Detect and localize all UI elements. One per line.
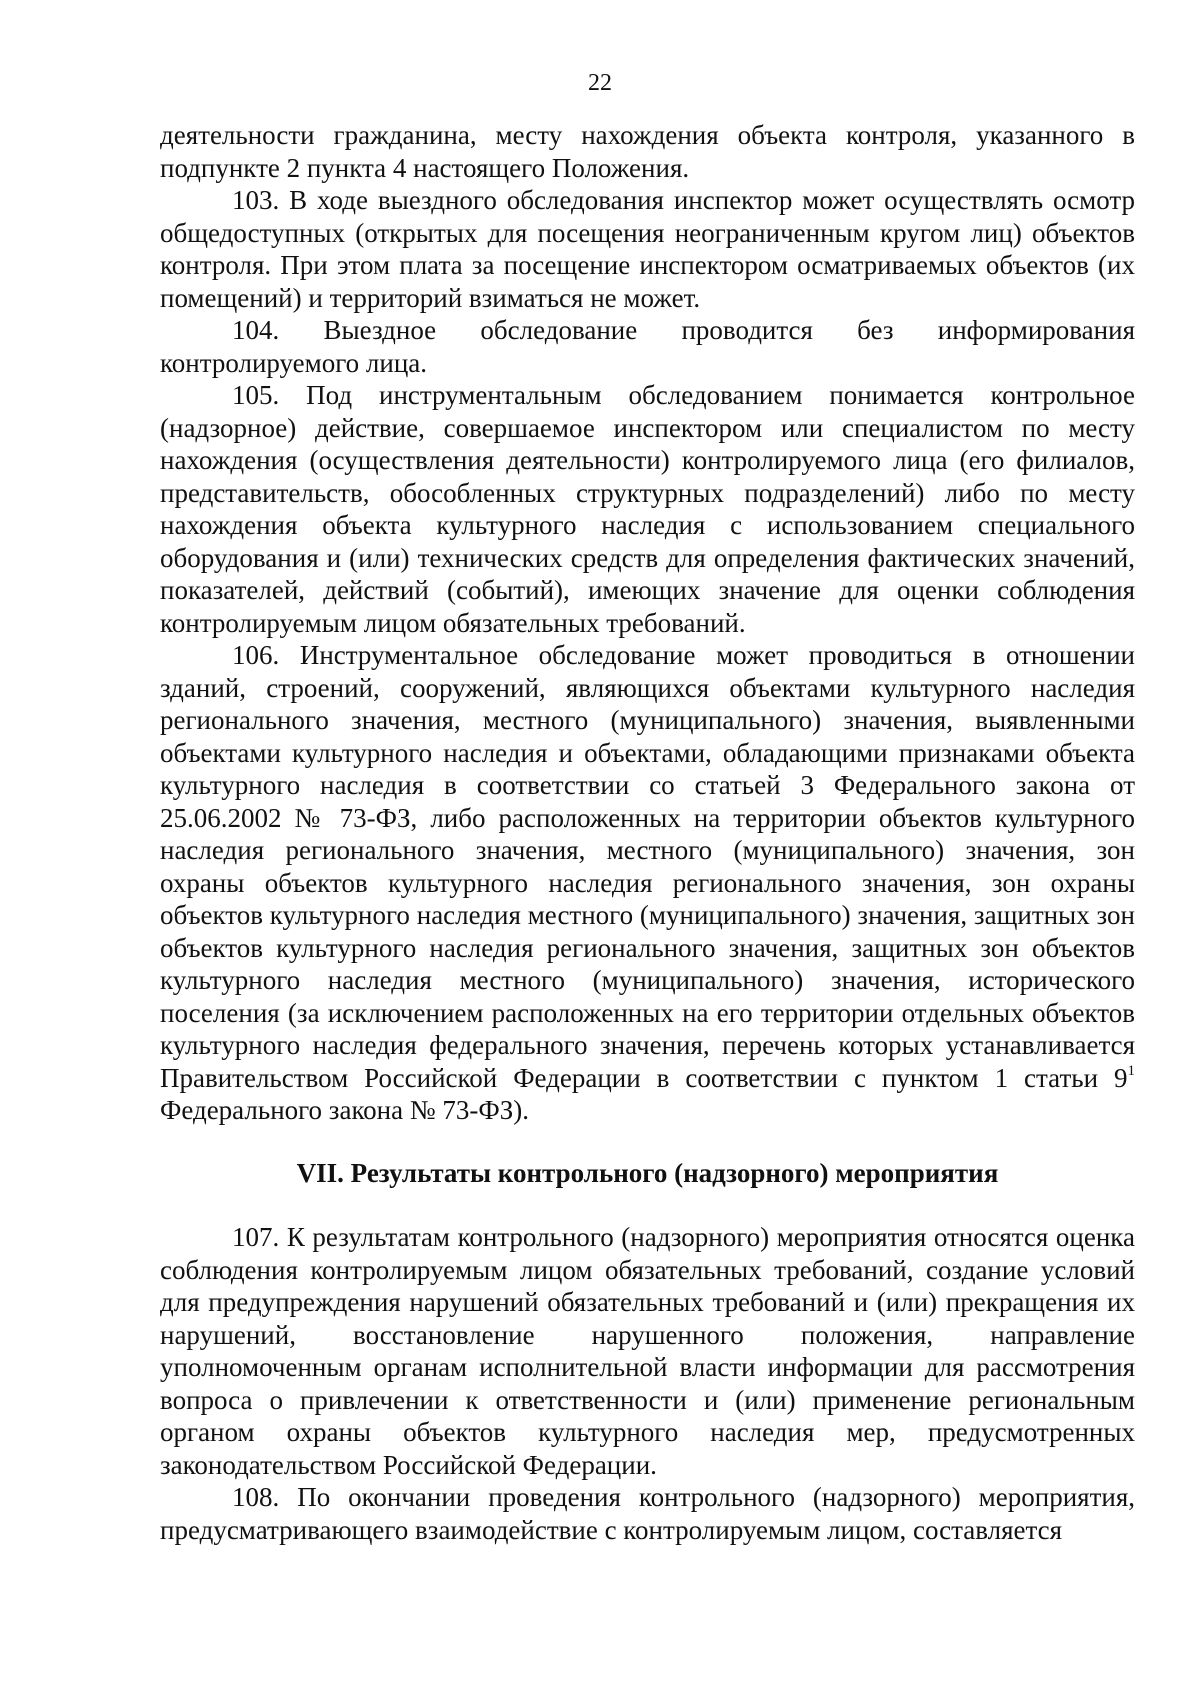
paragraph-105: 105. Под инструментальным обследованием понимается контрольное (надзорное) действие, совершаемое инспектором или специалистом по месту нахождения (осуществления деятельности) контролируемого лица (его филиалов, представительств, обособленных структурных подразделений) либо по месту нахождения объекта культурного наследия с использованием специального оборудования и (или) технических средств для определения фактических значений, показателей, действий (событий), имеющих значение для оценки соблюдения контролируемым лицом обязательных требований.: [160, 380, 1135, 638]
paragraph-103: 103. В ходе выездного обследования инспектор может осуществлять осмотр общедоступных (открытых для посещения неограниченным кругом лиц) объектов контроля. При этом плата за посещение инспектором осматриваемых объектов (их помещений) и территорий взиматься не может.: [160, 185, 1135, 313]
paragraph-104: 104. Выездное обследование проводится без информирования контролируемого лица.: [160, 315, 1135, 378]
section-heading: VII. Результаты контрольного (надзорного) мероприятия: [296, 1157, 999, 1188]
paragraph-continued: деятельности гражданина, месту нахождения объекта контроля, указанного в подпункте 2 пункта 4 настоящего Положения.: [160, 120, 1135, 183]
document-body: [160, 119, 1135, 1546]
paragraph-107: 107. К результатам контрольного (надзорного) мероприятия относятся оценка соблюдения контролируемым лицом обязательных требований, создание условий для предупреждения нарушений обязательных требований и (или) прекращения их нарушений, восстановление нарушенного положения, направление уполномоченным органам исполнительной власти информации для рассмотрения вопроса о привлечении к ответственности и (или) применение региональным органом охраны объектов культурного наследия мер, предусмотренных законодательством Российской Федерации.: [160, 1222, 1135, 1480]
page-number: 22: [588, 70, 612, 96]
paragraph-106-main: 106. Инструментальное обследование может проводиться в отношении зданий, строений, сооружений, являющихся объектами культурного наследия регионального значения, местного (муниципального) значения, выявленными объектами культурного наследия и объектами, обладающими признаками объекта культурного наследия в соответствии со статьей 3 Федерального закона от 25.06.2002 № 73-ФЗ, либо расположенных на территории объектов культурного наследия регионального значения, местного (муниципального) значения, зон охраны объектов культурного наследия регионального значения, зон охраны объектов культурного наследия местного (муниципального) значения, защитных зон объектов культурного наследия регионального значения, защитных зон объектов культурного наследия местного (муниципального) значения, исторического поселения (за исключением расположенных на его территории отдельных объектов культурного наследия федерального значения, перечень которых устанавливается Правительством Российской Федерации в соответствии с пунктом 1 статьи 9: [160, 640, 1135, 1093]
paragraph-106: [160, 639, 1135, 1127]
paragraph-106-end: Федерального закона № 73-ФЗ).: [160, 1095, 529, 1125]
article-superscript: 1: [1127, 1062, 1135, 1079]
paragraph-108: 108. По окончании проведения контрольного (надзорного) мероприятия, предусматривающего взаимодействие с контролируемым лицом, составляется: [160, 1482, 1135, 1545]
